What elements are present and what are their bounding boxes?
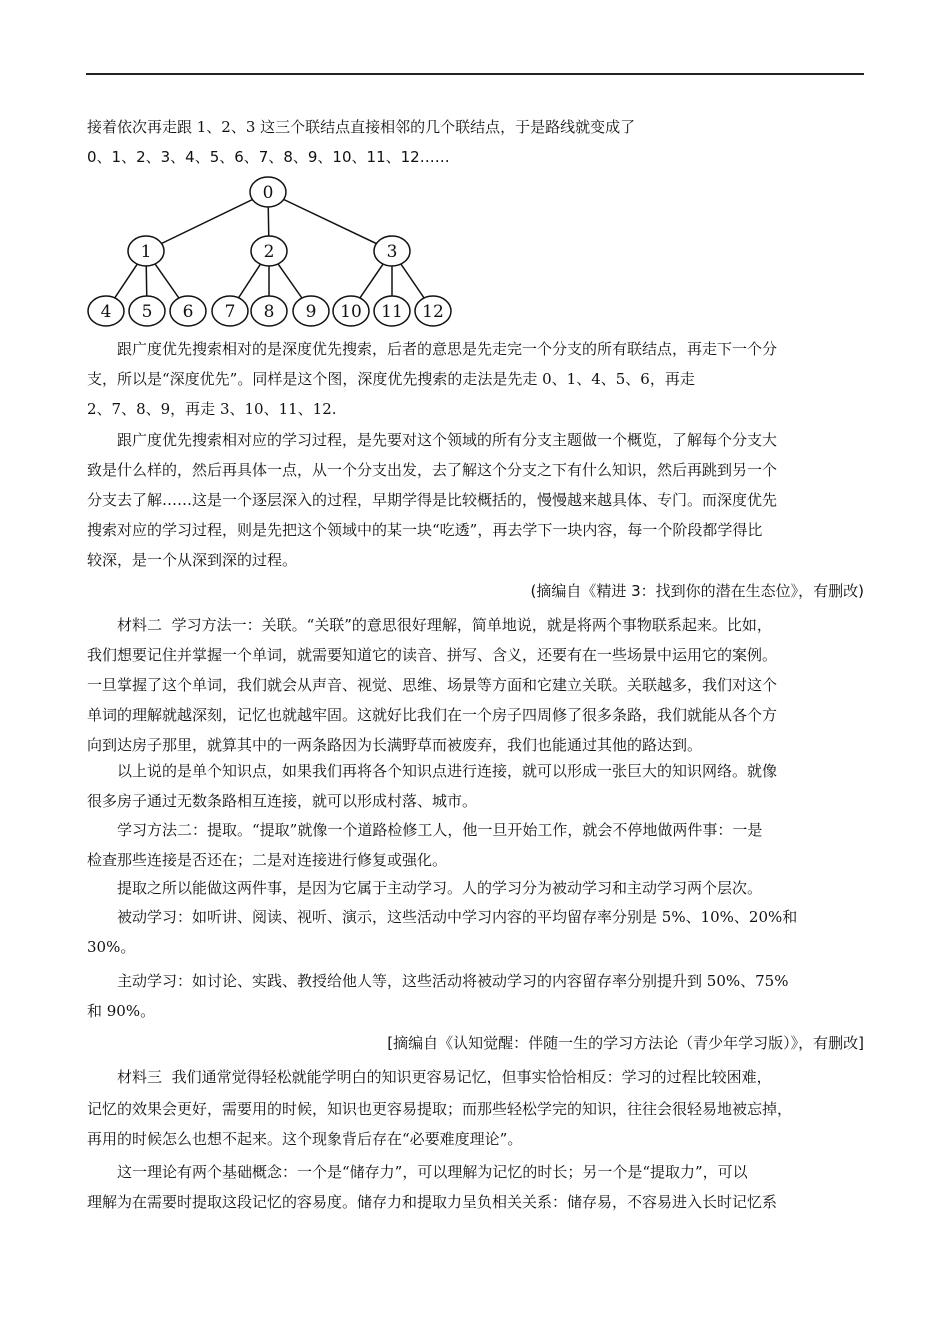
intro-line-1: 接着依次再走跟 1、2、3 这三个联结点直接相邻的几个联结点，于是路线就变成了 (87, 118, 636, 136)
material2-para4: 提取之所以能做这两件事，是因为它属于主动学习。人的学习分为被动学习和主动学习两个层次。 (117, 879, 763, 897)
material2-para6-line-2: 和 90%。 (87, 1002, 156, 1020)
material2-para3-line-1: 学习方法二：提取。“提取”就像一个道路检修工人，他一旦开始工作，就会不停地做两件事：一是 (117, 821, 763, 839)
material2-para2-line-2: 很多房子通过无数条路相互连接，就可以形成村落、城市。 (87, 792, 478, 810)
tree-label-1: 1 (140, 242, 152, 262)
material2-para6-line-1: 主动学习：如讨论、实践、教授给他人等，这些活动将被动学习的内容留存率分别提升到 50%、75% (117, 972, 789, 990)
material3-line-3: 再用的时候怎么也想不起来。这个现象背后存在“必要难度理论”。 (87, 1130, 523, 1148)
tree-label-5: 5 (141, 302, 153, 322)
tree-label-0: 0 (262, 183, 274, 203)
source-citation-2: [摘编自《认知觉醒：伴随一生的学习方法论（青少年学习版）》，有删改] (387, 1034, 864, 1052)
material3-para2-line-1: 这一理论有两个基础概念：一个是“储存力”，可以理解为记忆的时长；另一个是“提取力”，可以 (117, 1163, 748, 1181)
learning-line-2: 致是什么样的，然后再具体一点，从一个分支出发，去了解这个分支之下有什么知识，然后再跳到另一个 (87, 461, 778, 479)
source-citation-1: (摘编自《精进 3：找到你的潜在生态位》，有删改) (530, 582, 864, 600)
material2-line-1 (87, 610, 863, 640)
tree-label-12: 12 (422, 302, 444, 322)
material2-para5-line-1: 被动学习：如听讲、阅读、视听、演示，这些活动中学习内容的平均留存率分别是 5%、10%、20%和 (117, 908, 798, 926)
learning-line-5: 较深，是一个从深到深的过程。 (87, 551, 298, 569)
tree-label-9: 9 (305, 302, 317, 322)
dfs-line-3: 2、7、8、9，再走 3、10、11、12. (87, 400, 337, 418)
material2-para1-text: 学习方法一：关联。“关联”的意思很好理解，简单地说，就是将两个事物联系起来。比如， (171, 616, 772, 634)
material2-line-4: 单词的理解就越深刻，记忆也就越牢固。这就好比我们在一个房子四周修了很多条路，我们就能从各个方 (87, 706, 778, 724)
search-tree-diagram (86, 175, 466, 330)
header-rule (86, 73, 864, 75)
tree-label-10: 10 (340, 302, 362, 322)
material2-line-2: 我们想要记住并掌握一个单词，就需要知道它的读音、拼写、含义，还要有在一些场景中运用它的案例。 (87, 646, 778, 664)
material2-para2-line-1: 以上说的是单个知识点，如果我们再将各个知识点进行连接，就可以形成一张巨大的知识网络。就像 (117, 762, 778, 780)
material3-para1-text: 我们通常觉得轻松就能学明白的知识更容易记忆，但事实恰恰相反：学习的过程比较困难， (171, 1068, 772, 1086)
tree-label-6: 6 (182, 302, 194, 322)
tree-label-8: 8 (263, 302, 275, 322)
dfs-line-2: 支，所以是“深度优先”。同样是这个图，深度优先搜索的走法是先走 0、1、4、5、6，再走 (87, 370, 695, 388)
tree-label-11: 11 (381, 302, 403, 322)
material3-line-2: 记忆的效果会更好，需要用的时候，知识也更容易提取；而那些轻松学完的知识，往往会很轻易地被忘掉， (87, 1100, 793, 1118)
material2-label: 材料二 (117, 616, 163, 634)
tree-label-3: 3 (386, 242, 398, 262)
material2-line-3: 一旦掌握了这个单词，我们就会从声音、视觉、思维、场景等方面和它建立关联。关联越多，我们对这个 (87, 676, 778, 694)
intro-line-2: 0、1、2、3、4、5、6、7、8、9、10、11、12…… (87, 148, 450, 166)
material3-line-1 (87, 1062, 863, 1092)
learning-line-1: 跟广度优先搜索相对应的学习过程，是先要对这个领域的所有分支主题做一个概览，了解每个分支大 (117, 431, 778, 449)
learning-line-3: 分支去了解……这是一个逐层深入的过程，早期学得是比较概括的，慢慢越来越具体、专门。而深度优先 (87, 491, 778, 509)
tree-label-2: 2 (263, 242, 275, 262)
material2-para3-line-2: 检查那些连接是否还在；二是对连接进行修复或强化。 (87, 851, 448, 869)
tree-label-4: 4 (100, 302, 112, 322)
material2-line-5: 向到达房子那里，就算其中的一两条路因为长满野草而被废弃，我们也能通过其他的路达到。 (87, 736, 703, 754)
material2-para5-line-2: 30%。 (87, 938, 136, 956)
tree-label-7: 7 (224, 302, 236, 322)
material3-para2-line-2: 理解为在需要时提取这段记忆的容易度。储存力和提取力呈负相关关系：储存易，不容易进入长时记忆系 (87, 1193, 778, 1211)
dfs-line-1: 跟广度优先搜索相对的是深度优先搜索，后者的意思是先走完一个分支的所有联结点，再走下一个分 (117, 340, 778, 358)
learning-line-4: 搜索对应的学习过程，则是先把这个领域中的某一块“吃透”，再去学下一块内容，每一个阶段都学得比 (87, 521, 763, 539)
material3-label: 材料三 (117, 1068, 163, 1086)
